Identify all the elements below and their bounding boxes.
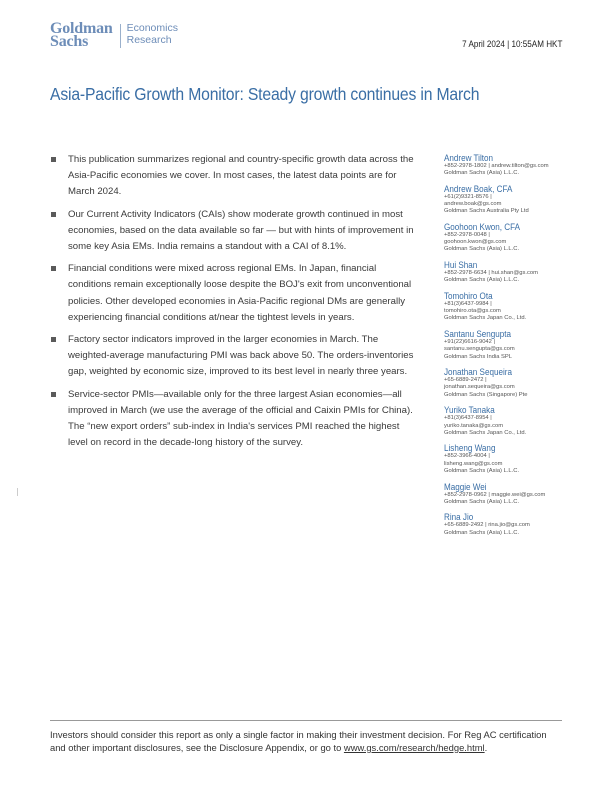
publication-date: 7 April 2024 | 10:55AM HKT xyxy=(461,39,562,49)
author-entry: Rina Jio +65-6889-2492 | rina.jio@gs.com Goldman Sachs (Asia) L.L.C. xyxy=(444,512,584,536)
author-entry: Maggie Wei +852-2978-0962 | maggie.wei@gs.com Goldman Sachs (Asia) L.L.C. xyxy=(444,482,584,506)
author-entry: Andrew Tilton +852-2978-1802 | andrew.tilton@gs.com Goldman Sachs (Asia) L.L.C. xyxy=(444,153,584,177)
disclosure-footer: Investors should consider this report as only a single factor in making their investment decision. For Reg AC certification and other important disclosures, see the Disclosure Appendix, or go to www.gs.com/research/hedge.html. xyxy=(50,729,547,753)
author-name: Andrew Boak, CFA xyxy=(444,183,513,194)
author-entry: Jonathan Sequeira +65-6889-2472 | jonathan.sequeira@gs.com Goldman Sachs (Singapore) Pte xyxy=(444,367,584,399)
goldman-sachs-logo[interactable] xyxy=(50,22,178,48)
author-name: Yuriko Tanaka xyxy=(444,405,495,416)
author-entry: Goohoon Kwon, CFA +852-2978-0048 | goohoon.kwon@gs.com Goldman Sachs (Asia) L.L.C. xyxy=(444,222,584,254)
author-name: Rina Jio xyxy=(444,512,474,523)
summary-bullets xyxy=(50,152,420,457)
brand-wordmark: Goldman Sachs xyxy=(50,20,113,50)
bullet-square-icon xyxy=(51,392,56,397)
bullet-item: Factory sector indicators improved in the larger economies in March. The weighted-average manufacturing PMI was back above 50. The orders-inventories gap, weighted by economic size, improved to its best level in nearly three years. xyxy=(50,332,420,381)
bullet-item: This publication summarizes regional and country-specific growth data across the Asia-Pacific economies we cover. In most cases, the latest data points are for March 2024. xyxy=(50,152,420,201)
author-name: Jonathan Sequeira xyxy=(444,367,512,378)
author-name: Maggie Wei xyxy=(444,481,487,492)
bullet-square-icon xyxy=(51,266,56,271)
bullet-square-icon xyxy=(51,157,56,162)
author-entry: Yuriko Tanaka +81(3)6437-8954 | yuriko.tanaka@gs.com Goldman Sachs Japan Co., Ltd. xyxy=(444,405,584,437)
division-name: Economics Research xyxy=(126,22,178,46)
author-entry: Andrew Boak, CFA +61(2)9321-8576 | andrew.boak@gs.com Goldman Sachs Australia Pty Ltd xyxy=(444,184,584,216)
author-list xyxy=(444,153,584,543)
author-name: Hui Shan xyxy=(444,260,478,271)
bullet-item: Service-sector PMIs—available only for the three largest Asian economies—all improved in March (we use the average of the official and Caixin PMIs for China). The “new export orders” sub-index in India's services PMI reached the highest level on record in the decade-long history of the survey. xyxy=(50,387,420,452)
page-title: Asia-Pacific Growth Monitor: Steady growth continues in March xyxy=(50,84,480,104)
page-header xyxy=(50,22,562,52)
author-name: Lisheng Wang xyxy=(444,443,496,454)
bullet-square-icon xyxy=(51,212,56,217)
bullet-square-icon xyxy=(51,337,56,342)
author-entry: Tomohiro Ota +81(3)6437-9984 | tomohiro.ota@gs.com Goldman Sachs Japan Co., Ltd. xyxy=(444,291,584,323)
footer-divider xyxy=(50,720,562,721)
disclosure-link[interactable]: www.gs.com/research/hedge.html xyxy=(343,741,485,753)
author-name: Santanu Sengupta xyxy=(444,329,512,340)
author-entry: Santanu Sengupta +91(22)6616-9042 | santanu.sengupta@gs.com Goldman Sachs India SPL xyxy=(444,329,584,361)
author-name: Tomohiro Ota xyxy=(444,291,493,302)
margin-tick-mark xyxy=(17,488,18,496)
author-entry: Hui Shan +852-2978-6634 | hui.shan@gs.com Goldman Sachs (Asia) L.L.C. xyxy=(444,260,584,284)
bullet-item: Financial conditions were mixed across regional EMs. In Japan, financial conditions remain exceptionally loose despite the BOJ's exit from unconventional policies. Other developed economies in Asia-Pacific regional DMs are generally experiencing financial conditions at/near the tightest levels in years. xyxy=(50,261,420,326)
bullet-item: Our Current Activity Indicators (CAIs) show moderate growth continued in most economies, based on the data available so far — but with hints of improvement in some key Asia EMs. India remains a standout with a CAI of 8.1%. xyxy=(50,207,420,256)
author-name: Goohoon Kwon, CFA xyxy=(444,222,521,233)
logo-divider xyxy=(120,24,121,48)
author-name: Andrew Tilton xyxy=(444,153,494,163)
author-entry: Lisheng Wang +852-3966-4004 | lisheng.wang@gs.com Goldman Sachs (Asia) L.L.C. xyxy=(444,443,584,475)
